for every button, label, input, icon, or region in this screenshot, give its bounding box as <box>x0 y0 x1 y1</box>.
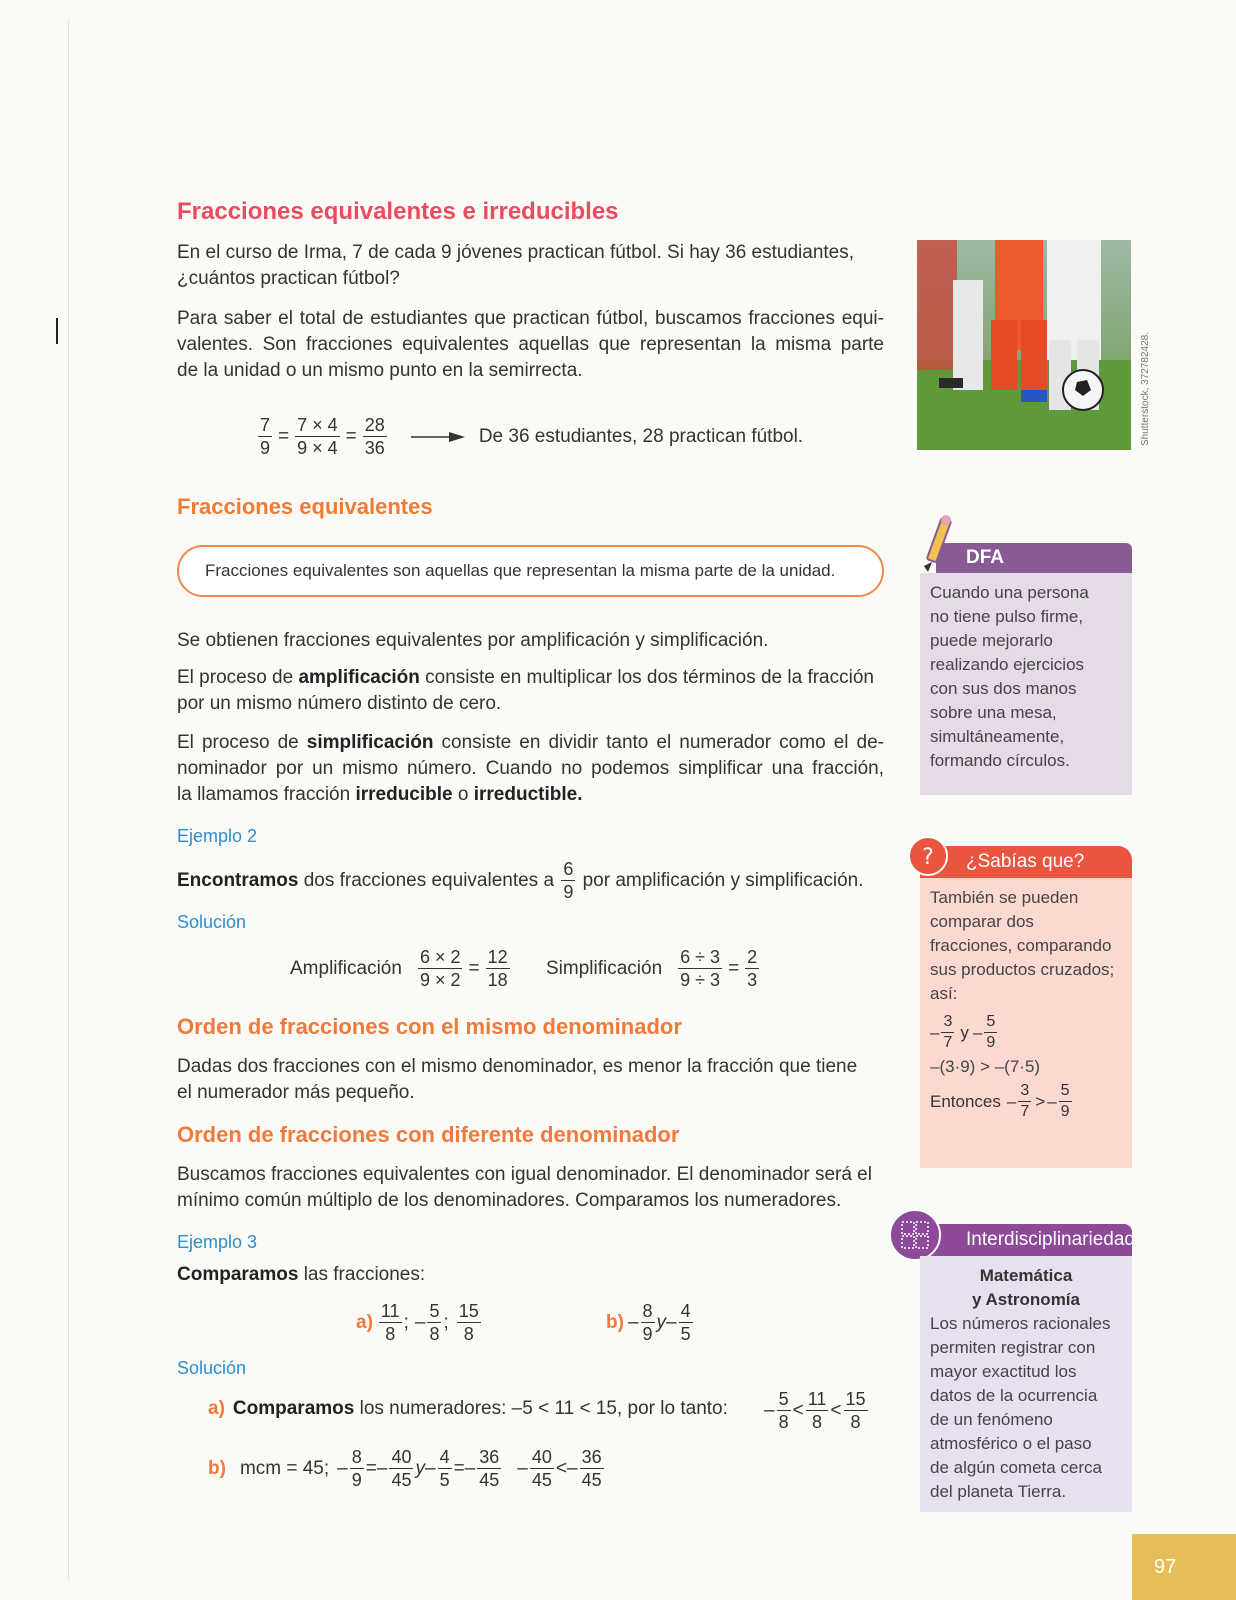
equals-sign: = <box>278 425 290 447</box>
equivalence-equation <box>256 414 803 459</box>
section-title-mismo-denominador: Orden de fracciones con el mismo denominador <box>177 1014 682 1039</box>
simplification-example: Simplificación $\frac{6 \div 3}{9 \div 3}$ = $\frac{2}{3}$ <box>546 947 758 990</box>
amplification-paragraph: El proceso de amplificación consiste en multiplicar los dos términos de la fracción por un mismo número distinto de cero. <box>177 667 874 714</box>
solution-b: b) mcm = 45; – $\frac{8}{9}$ = – 40 45 y – $\frac{4}{5}$ = – 36 45 – 40 45 < – 36 45 <box>208 1447 602 1490</box>
example-2-solution-label: Solución <box>177 912 247 932</box>
fraction: $\frac{12}{18}$ <box>487 947 508 990</box>
fraction: $\frac{2}{3}$ <box>747 947 758 990</box>
example-3-part-b: b) – 8 9 y – 4 5 <box>606 1301 691 1344</box>
section-title-fracciones-equivalentes: Fracciones equivalentes <box>177 494 433 519</box>
fraction: 40 45 <box>531 1447 552 1490</box>
fraction: 6 9 <box>563 859 574 902</box>
section-title-diferente-denominador: Orden de fracciones con diferente denominador <box>177 1122 680 1147</box>
explanation-paragraph <box>177 306 884 384</box>
example-3-label: Ejemplo 3 <box>177 1232 258 1252</box>
fraction: $\frac{7}{9}$ <box>260 415 271 458</box>
dfa-box: Cuando una persona no tiene pulso firme, puede mejorarlo realizando ejercicios con sus dos manos sobre una mesa, simultáneamente, formando círculos. <box>920 573 1132 795</box>
page-number-text: 97 <box>1154 1555 1177 1578</box>
question-icon <box>906 834 950 878</box>
sabias-cross-products: –(3·9) > –(7·5) <box>930 1057 1041 1076</box>
sabias-title: ¿Sabías que? <box>966 851 1085 872</box>
photo-credit: Shutterstock, 372782428. <box>1140 332 1151 446</box>
fraction: 15 8 <box>845 1389 866 1432</box>
definition-text: Fracciones equivalentes son aquellas que representan la misma parte de la unidad. <box>205 561 836 580</box>
interdisc-title: Interdisciplinariedad <box>966 1229 1135 1250</box>
intro-line: ¿cuántos practican fútbol? <box>177 268 400 289</box>
pencil-icon <box>914 512 958 576</box>
sabias-header <box>920 846 1132 878</box>
equals-sign: = <box>345 425 357 447</box>
explanation-line: Para saber el total de estudiantes que practican fútbol, buscamos fracciones equi- <box>177 308 884 329</box>
soccer-photo <box>917 240 1131 450</box>
fraction: $\frac{6 \div 3}{9 \div 3}$ <box>680 947 721 990</box>
different-denominator-paragraph: Buscamos fracciones equivalentes con igual denominador. El denominador será el mínimo común múltiplo de los denominadores. Comparamos los numeradores. <box>177 1164 872 1211</box>
fraction: 15 8 <box>458 1301 479 1344</box>
dfa-title: DFA <box>966 547 1004 568</box>
example-3-statement: Comparamos las fracciones: <box>177 1264 426 1285</box>
example-2-statement: Encontramos dos fracciones equivalentes a 6 9 por amplificación y simplificación. <box>177 859 864 902</box>
sabias-box: También se pueden comparar dos fracciones, comparando sus productos cruzados; así: – 3 7 y – 5 9 –(3·9) > –(7·5) Entonces – 3 7 > – 5 9 <box>920 878 1132 1168</box>
intro-line: En el curso de Irma, 7 de cada 9 jóvenes practican fútbol. Si hay 36 estudiantes, <box>177 242 855 263</box>
fraction: 11 8 <box>807 1389 827 1432</box>
solution-a: a) Comparamos los numeradores: –5 < 11 < 15, por lo tanto: <box>208 1398 728 1419</box>
page-edge-mark <box>56 318 58 344</box>
equation-result: De 36 estudiantes, 28 practican fútbol. <box>478 425 804 447</box>
fraction: 5 8 <box>429 1301 440 1344</box>
fraction: $\frac{8}{9}$ <box>351 1447 362 1490</box>
same-denominator-paragraph: Dadas dos fracciones con el mismo denominador, es menor la fracción que tiene el numerador más pequeño. <box>177 1056 858 1103</box>
interdisc-header <box>920 1224 1135 1256</box>
fraction: 36 45 <box>479 1447 500 1490</box>
page-edge <box>68 20 69 1580</box>
arrow-right-icon <box>411 430 465 444</box>
puzzle-icon <box>888 1208 942 1262</box>
explanation-line: valentes. Son fracciones equivalentes aquellas que representan la misma parte <box>177 334 884 355</box>
amplification-example: Amplificación $\frac{6 \times 2}{9 \times 2}$ = $\frac{12}{18}$ <box>290 947 508 990</box>
interdisc-box: Matemática y Astronomía Los números racionales permiten registrar con mayor exactitud los datos de la ocurrencia de un fenómeno atmosférico o el paso de algún cometa cerca del planeta Tierra. <box>920 1256 1132 1512</box>
solution-a-order: – 5 8 < 11 8 < 15 8 <box>764 1389 866 1432</box>
fraction: 8 9 <box>642 1301 653 1344</box>
fraction: 36 45 <box>581 1447 602 1490</box>
example-3-solution-label: Solución <box>177 1358 247 1378</box>
fraction: 11 8 <box>380 1301 400 1344</box>
equivalence-methods-text: Se obtienen fracciones equivalentes por amplificación y simplificación. <box>177 630 769 651</box>
definition-box <box>177 545 884 597</box>
fraction: $\frac{4}{5}$ <box>439 1447 450 1490</box>
intro-paragraph <box>177 240 884 292</box>
fraction: 4 5 <box>680 1301 691 1344</box>
example-3-part-a: a) 11 8 ; – 5 8 ; 15 8 <box>356 1301 479 1344</box>
sabias-conclusion: Entonces – 3 7 > – 5 9 <box>930 1082 1070 1120</box>
page-number <box>1132 1534 1236 1600</box>
simplification-paragraph: El proceso de simplificación consiste en dividir tanto el numerador como el de- nominador por un mismo número. Cuando no podemos simplificar una fracción, la llamamos fracción irreducible o irreductible. <box>177 732 884 805</box>
fraction: $\frac{7 \times 4}{9 \times 4}$ <box>297 415 338 458</box>
fraction: 5 8 <box>778 1389 789 1432</box>
example-2-label: Ejemplo 2 <box>177 826 258 846</box>
dfa-header <box>936 543 1132 573</box>
svg-text:?: ? <box>922 845 934 870</box>
section-title-equivalentes-irreducibles: Fracciones equivalentes e irreducibles <box>177 198 619 225</box>
sabias-fractions: – 3 7 y – 5 9 <box>930 1013 996 1051</box>
fraction: 40 45 <box>391 1447 412 1490</box>
fraction: $\frac{28}{36}$ <box>364 415 385 458</box>
fraction: $\frac{6 \times 2}{9 \times 2}$ <box>419 947 461 990</box>
explanation-line: de la unidad o un mismo punto en la semirrecta. <box>177 360 583 381</box>
